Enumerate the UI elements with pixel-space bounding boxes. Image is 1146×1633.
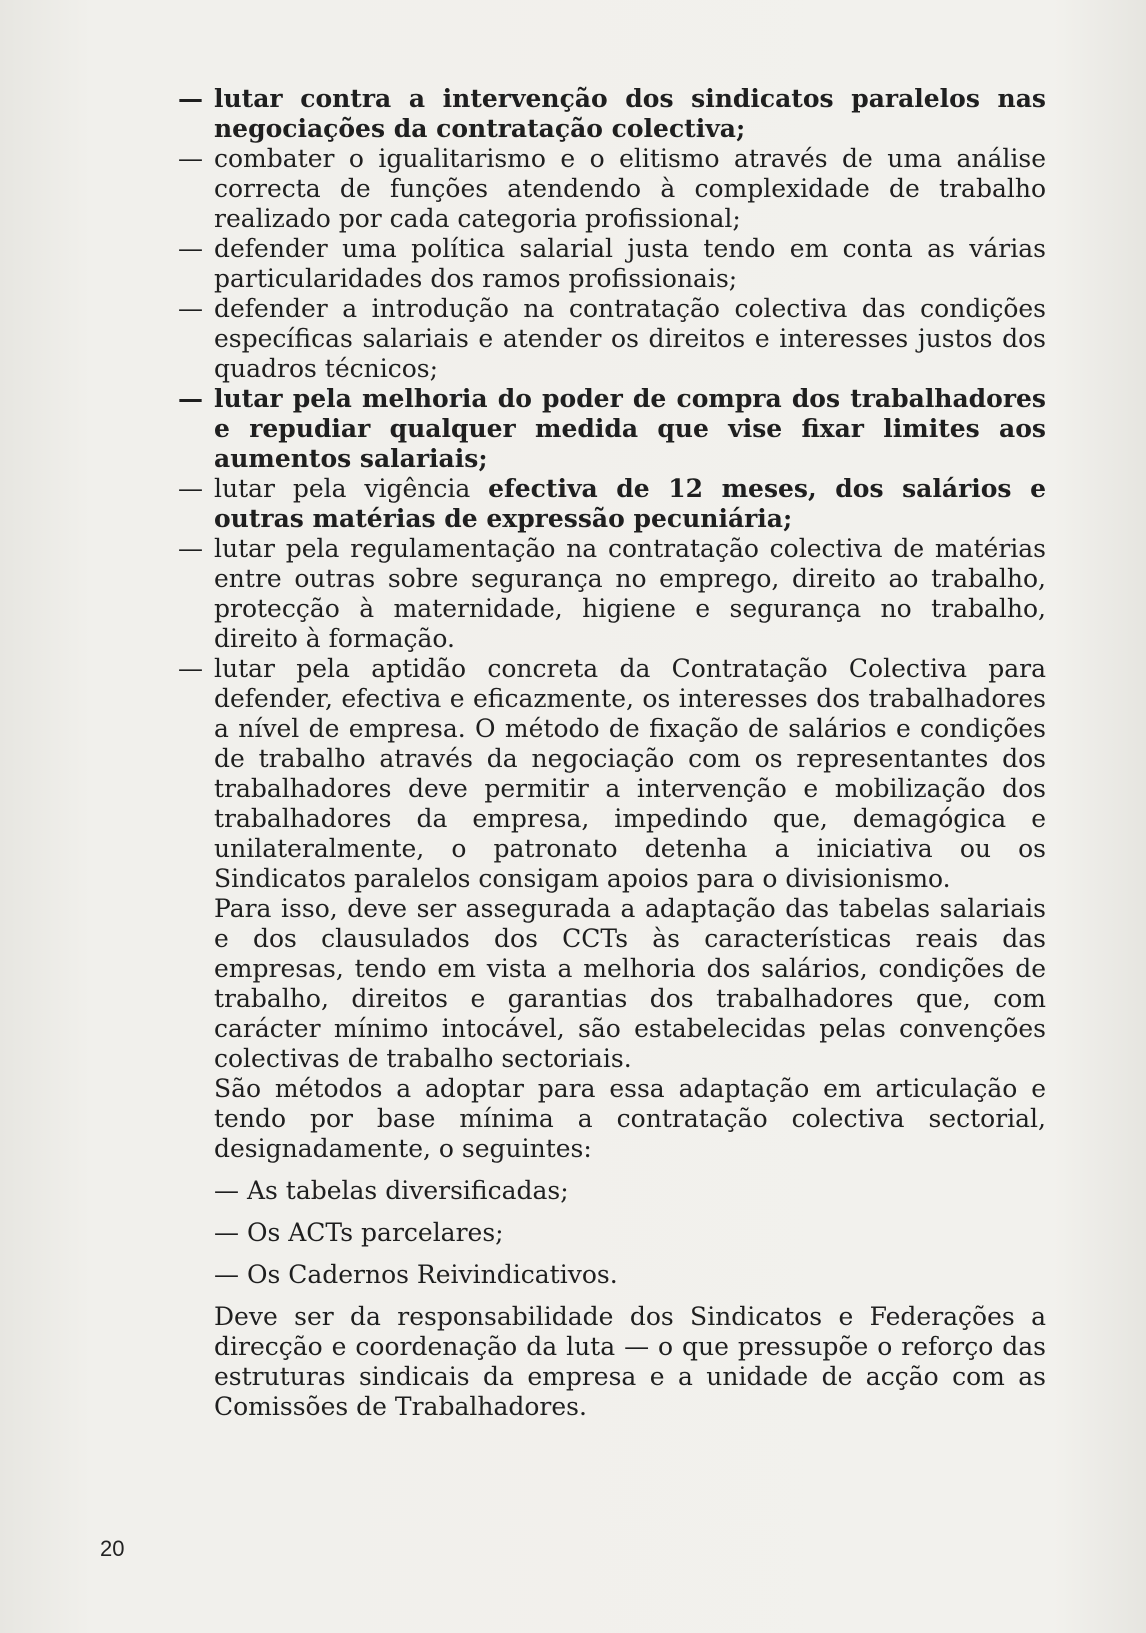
page-number: 20 — [100, 1536, 125, 1561]
spacer — [178, 1164, 1046, 1176]
list-dash: — — [178, 84, 203, 113]
list-dash: — — [178, 474, 203, 503]
sublist-item: — Os Cadernos Reivindicativos. — [214, 1260, 618, 1289]
paragraph-responsibility: Deve ser da responsabilidade dos Sindicatos e Federações a direcção e coordenação da luta — o que pressupõe o reforço das estruturas sindicais da empresa e a unidade de acção com as Comissões de Trabalhadores. — [214, 1302, 1046, 1421]
list-item-text: defender uma política salarial justa tendo em conta as várias particularidades dos ramos profissionais; — [214, 234, 1046, 293]
list-item — [178, 234, 1046, 294]
paragraph-methods: São métodos a adoptar para essa adaptação em articulação e tendo por base mínima a contratação colectiva sectorial, designadamente, o seguintes: — [214, 1074, 1046, 1163]
list-item — [178, 84, 1046, 144]
list-item — [178, 534, 1046, 654]
list-dash: — — [178, 654, 203, 683]
list-item — [178, 144, 1046, 234]
list-item — [178, 654, 1046, 894]
sublist-item: — Os ACTs parcelares; — [214, 1218, 504, 1247]
list-item — [178, 474, 1046, 534]
list-dash: — — [178, 294, 203, 323]
list-item — [178, 384, 1046, 474]
list-item-text: lutar pela aptidão concreta da Contratação Colectiva para defender, efectiva e eficazmente, os interesses dos trabalhadores a nível de empresa. O método de fixação de salários e condições de trabalho através da negociação com os representantes dos trabalhadores deve permitir a intervenção e mobilização dos trabalhadores da empresa, impedindo que, demagógica e unilateralmente, o patronato detenha a iniciativa ou os Sindicatos paralelos consigam apoios para o divisionismo. — [214, 654, 1046, 893]
sublist-item: — As tabelas diversificadas; — [214, 1176, 569, 1205]
list-item — [178, 294, 1046, 384]
list-item-text-plain: lutar pela vigência — [214, 474, 489, 503]
list-dash: — — [178, 534, 203, 563]
list-item-text: lutar pela regulamentação na contratação colectiva de matérias entre outras sobre segurança no emprego, direito ao trabalho, protecção à maternidade, higiene e segurança no trabalho, direito à formação. — [214, 534, 1046, 653]
spacer — [178, 1248, 1046, 1260]
list-item-text: combater o igualitarismo e o elitismo através de uma análise correcta de funções atendendo à complexidade de trabalho realizado por cada categoria profissional; — [214, 144, 1046, 233]
paragraph-adaptation: Para isso, deve ser assegurada a adaptação das tabelas salariais e dos clausulados dos CCTs às características reais das empresas, tendo em vista a melhoria dos salários, condições de trabalho, direitos e garantias dos trabalhadores que, com carácter mínimo intocável, são estabelecidas pelas convenções colectivas de trabalho sectoriais. — [214, 894, 1046, 1073]
list-item-text: defender a introdução na contratação colectiva das condições específicas salariais e atender os direitos e interesses justos dos quadros técnicos; — [214, 294, 1046, 383]
spacer — [178, 1206, 1046, 1218]
page-content — [178, 84, 1046, 1422]
list-dash: — — [178, 144, 203, 173]
list-item-text: lutar pela melhoria do poder de compra dos trabalhadores e repudiar qualquer medida que vise fixar limites aos aumentos salariais; — [214, 384, 1046, 473]
list-dash: — — [178, 234, 203, 263]
spacer — [178, 1290, 1046, 1302]
list-dash: — — [178, 384, 203, 413]
list-item-text: lutar contra a intervenção dos sindicatos paralelos nas negociações da contratação colectiva; — [214, 84, 1046, 143]
list-item-text-bold: efectiva de 12 meses, dos salários e outras matérias de expressão pecuniária; — [214, 474, 1046, 533]
